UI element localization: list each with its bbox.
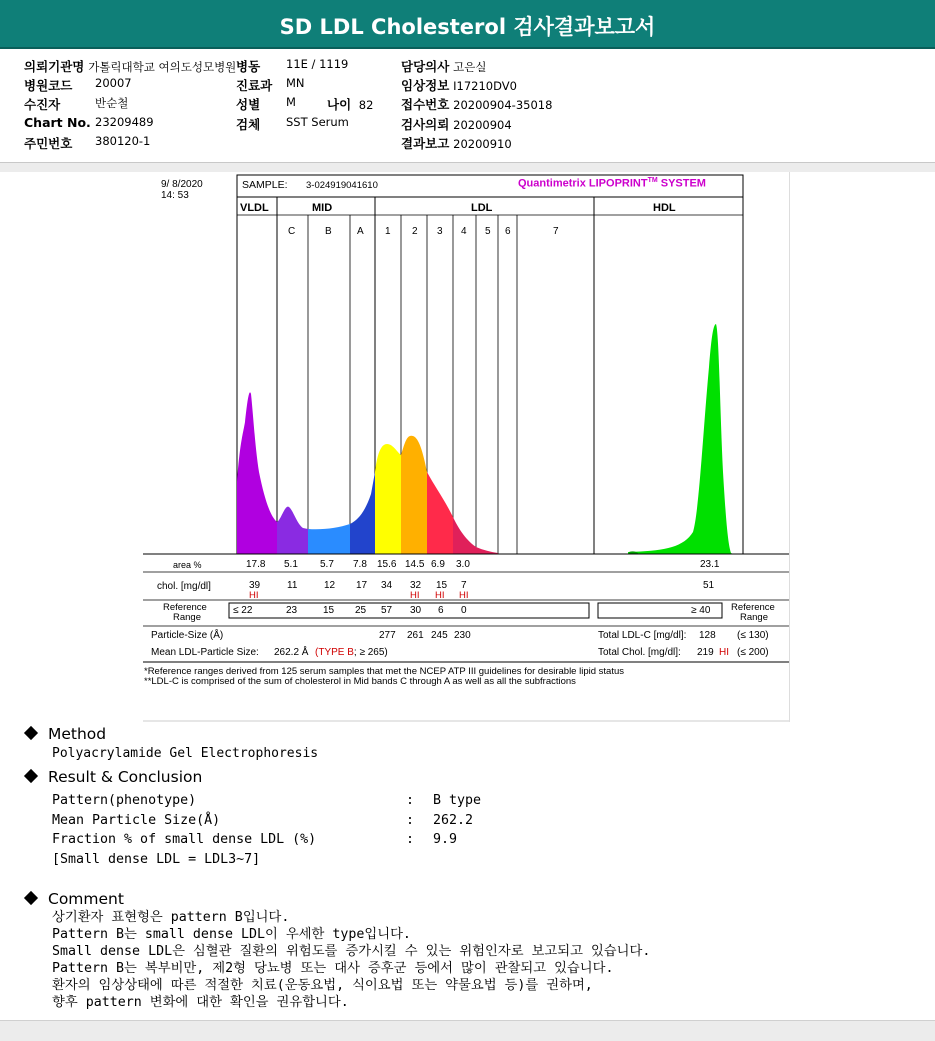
total-chol-ref: (≤ 200) <box>737 647 769 658</box>
result-label-fraction: Fraction % of small dense LDL (%) <box>52 832 317 847</box>
result-note: [Small dense LDL = LDL3~7] <box>52 852 261 867</box>
info-org: 의뢰기관명 가톨릭대학교 여의도성모병원 <box>24 59 237 74</box>
sub-5: 5 <box>485 226 491 237</box>
flag-vldl: HI <box>249 590 259 601</box>
sub-3: 3 <box>437 226 443 237</box>
chol-1: 34 <box>381 580 393 591</box>
method-text: Polyacrylamide Gel Electrophoresis <box>52 746 319 761</box>
chol-b: 12 <box>324 580 336 591</box>
ref-4: 0 <box>461 605 467 616</box>
particle-label: Particle-Size (Å) <box>151 630 224 641</box>
info-clinical: 임상정보 I17210DV0 <box>401 78 517 93</box>
info-chart: Chart No. 23209489 <box>24 115 154 130</box>
diamond-bullet-icon <box>24 891 38 905</box>
comment-line-2: Pattern B는 small dense LDL이 우세한 type입니다. <box>52 927 411 942</box>
peak-ldl-4 <box>453 517 476 554</box>
info-specimen: 검체 SST Serum <box>236 115 349 132</box>
info-hospcode: 병원코드 20007 <box>24 76 132 93</box>
info-dept: 진료과 MN <box>236 76 305 93</box>
flag-4: HI <box>459 590 469 601</box>
comment-section <box>26 889 124 908</box>
area-a: 7.8 <box>353 559 367 570</box>
flag-3: HI <box>435 590 445 601</box>
method-title: Method <box>48 725 107 743</box>
sub-1: 1 <box>385 226 391 237</box>
info-resident: 주민번호 380120-1 <box>24 134 151 151</box>
sample-label: SAMPLE: <box>242 179 288 191</box>
footnote-1: *Reference ranges derived from 125 serum samples that met the NCEP ATP III guidelines for desirable lipid status <box>144 666 624 677</box>
area-label: area % <box>173 560 202 570</box>
particle-4: 230 <box>454 630 471 641</box>
chol-hdl: 51 <box>703 580 715 591</box>
result-label-pattern: Pattern(phenotype) <box>52 793 197 808</box>
chol-a: 17 <box>356 580 368 591</box>
peak-mid-a <box>350 472 375 554</box>
separator-band <box>0 163 935 172</box>
peak-vldl <box>237 392 277 554</box>
diamond-bullet-icon <box>24 726 38 740</box>
info-patient: 수진자 반순철 <box>24 96 129 112</box>
comment-line-3: Small dense LDL은 심혈관 질환의 위험도를 증가시킬 수 있는 위험인자로 보고되고 있습니다. <box>52 944 651 959</box>
ref-label-top: Reference <box>163 602 207 613</box>
sub-4: 4 <box>461 226 467 237</box>
sub-a: A <box>357 226 364 237</box>
ref-label-right-top: Reference <box>731 602 775 613</box>
report-date: 9/ 8/2020 <box>161 179 203 190</box>
total-ldl-value: 128 <box>699 630 716 641</box>
comment-line-5: 환자의 임상상태에 따른 적절한 치료(운동요법, 식이요법 또는 약물요법 등)를 권하며, <box>52 978 593 993</box>
peak-ldl-3 <box>427 472 453 554</box>
info-ward: 병동 11E / 1119 <box>236 57 349 74</box>
header-ldl: LDL <box>471 202 493 214</box>
peak-hdl <box>628 324 733 554</box>
info-result-date: 결과보고 20200910 <box>401 136 512 151</box>
ref-b: 15 <box>323 605 335 616</box>
header-mid: MID <box>312 202 333 214</box>
info-sex: 성별 M <box>236 95 296 112</box>
area-3: 6.9 <box>431 559 445 570</box>
ref-3: 6 <box>438 605 444 616</box>
area-hdl: 23.1 <box>700 559 720 570</box>
ref-1: 57 <box>381 605 393 616</box>
mean-ldl-type: (TYPE B; ≥ 265) <box>315 647 388 658</box>
ref-vldl: ≤ 22 <box>233 605 253 616</box>
mean-ldl-value: 262.2 Å <box>274 647 309 658</box>
area-vldl: 17.8 <box>246 559 266 570</box>
patient-info <box>0 54 935 164</box>
area-b: 5.7 <box>320 559 334 570</box>
header-vldl: VLDL <box>240 202 269 214</box>
chol-2: 32 <box>410 580 422 591</box>
electrophoresis-peaks <box>237 324 733 554</box>
ref-label-bottom: Range <box>173 612 201 623</box>
comment-line-1: 상기환자 표현형은 pattern B입니다. <box>52 910 290 925</box>
total-ldl-ref: (≤ 130) <box>737 630 769 641</box>
comment-line-6: 향후 pattern 변화에 대한 확인을 권유합니다. <box>52 995 349 1010</box>
sub-b: B <box>325 226 332 237</box>
mean-ldl-label: Mean LDL-Particle Size: <box>151 647 259 658</box>
chol-vldl: 39 <box>249 580 261 591</box>
chol-label: chol. [mg/dl] <box>157 581 211 592</box>
system-name: Quantimetrix LIPOPRINT™ SYSTEM <box>518 177 706 190</box>
area-c: 5.1 <box>284 559 298 570</box>
sample-id: 3-024919041610 <box>306 180 378 191</box>
result-value-pattern: B type <box>433 793 482 808</box>
area-2: 14.5 <box>405 559 425 570</box>
ref-2: 30 <box>410 605 422 616</box>
result-value-fraction: 9.9 <box>433 832 458 847</box>
comment-line-4: Pattern B는 복부비만, 제2형 당뇨병 또는 대사 증후군 등에서 많이 관찰되고 있습니다. <box>52 961 614 976</box>
particle-3: 245 <box>431 630 448 641</box>
header-hdl: HDL <box>653 202 676 214</box>
info-age: 나이 82 <box>327 97 374 112</box>
comment-title: Comment <box>48 890 124 908</box>
method-section <box>26 724 106 743</box>
report-title: SD LDL Cholesterol 검사결과보고서 <box>0 0 935 49</box>
ref-a: 25 <box>355 605 367 616</box>
peak-mid-b <box>308 524 350 554</box>
chol-4: 7 <box>461 580 467 591</box>
ref-c: 23 <box>286 605 298 616</box>
result-section <box>26 767 202 786</box>
ref-hdl: ≥ 40 <box>691 605 711 616</box>
report-time: 14: 53 <box>161 190 189 201</box>
diamond-bullet-icon <box>24 769 38 783</box>
peak-ldl-1 <box>375 444 401 554</box>
footer-bar <box>0 1020 935 1041</box>
peak-mid-c <box>277 507 308 554</box>
info-doctor: 담당의사 고은실 <box>401 59 487 74</box>
result-title: Result & Conclusion <box>48 768 203 786</box>
result-sep-size: : <box>406 813 415 828</box>
particle-2: 261 <box>407 630 424 641</box>
peak-ldl-2 <box>401 436 427 554</box>
info-receipt: 접수번호 20200904-35018 <box>401 97 553 112</box>
result-sep-fraction: : <box>406 832 415 847</box>
footnote-2: **LDL-C is comprised of the sum of cholesterol in Mid bands C through A as well as all the subfractions <box>144 676 576 687</box>
result-value-size: 262.2 <box>433 813 474 828</box>
result-sep-pattern: : <box>406 793 415 808</box>
chol-c: 11 <box>287 580 298 591</box>
area-4: 3.0 <box>456 559 470 570</box>
area-1: 15.6 <box>377 559 397 570</box>
flag-2: HI <box>410 590 420 601</box>
particle-1: 277 <box>379 630 396 641</box>
total-chol-label: Total Chol. [mg/dl]: <box>598 647 681 658</box>
ref-label-right-bottom: Range <box>740 612 768 623</box>
lipoprint-report <box>143 172 790 722</box>
total-chol-flag: HI <box>719 647 729 658</box>
sub-7: 7 <box>553 226 559 237</box>
result-label-size: Mean Particle Size(Å) <box>52 813 221 828</box>
sub-6: 6 <box>505 226 511 237</box>
chol-3: 15 <box>436 580 448 591</box>
info-request: 검사의뢰 20200904 <box>401 117 512 132</box>
total-chol-value: 219 <box>697 647 714 658</box>
peak-ldl-5 <box>476 547 498 554</box>
sub-c: C <box>288 226 296 237</box>
ref-box-ldl <box>229 603 589 618</box>
total-ldl-label: Total LDL-C [mg/dl]: <box>598 630 687 641</box>
sub-2: 2 <box>412 226 418 237</box>
